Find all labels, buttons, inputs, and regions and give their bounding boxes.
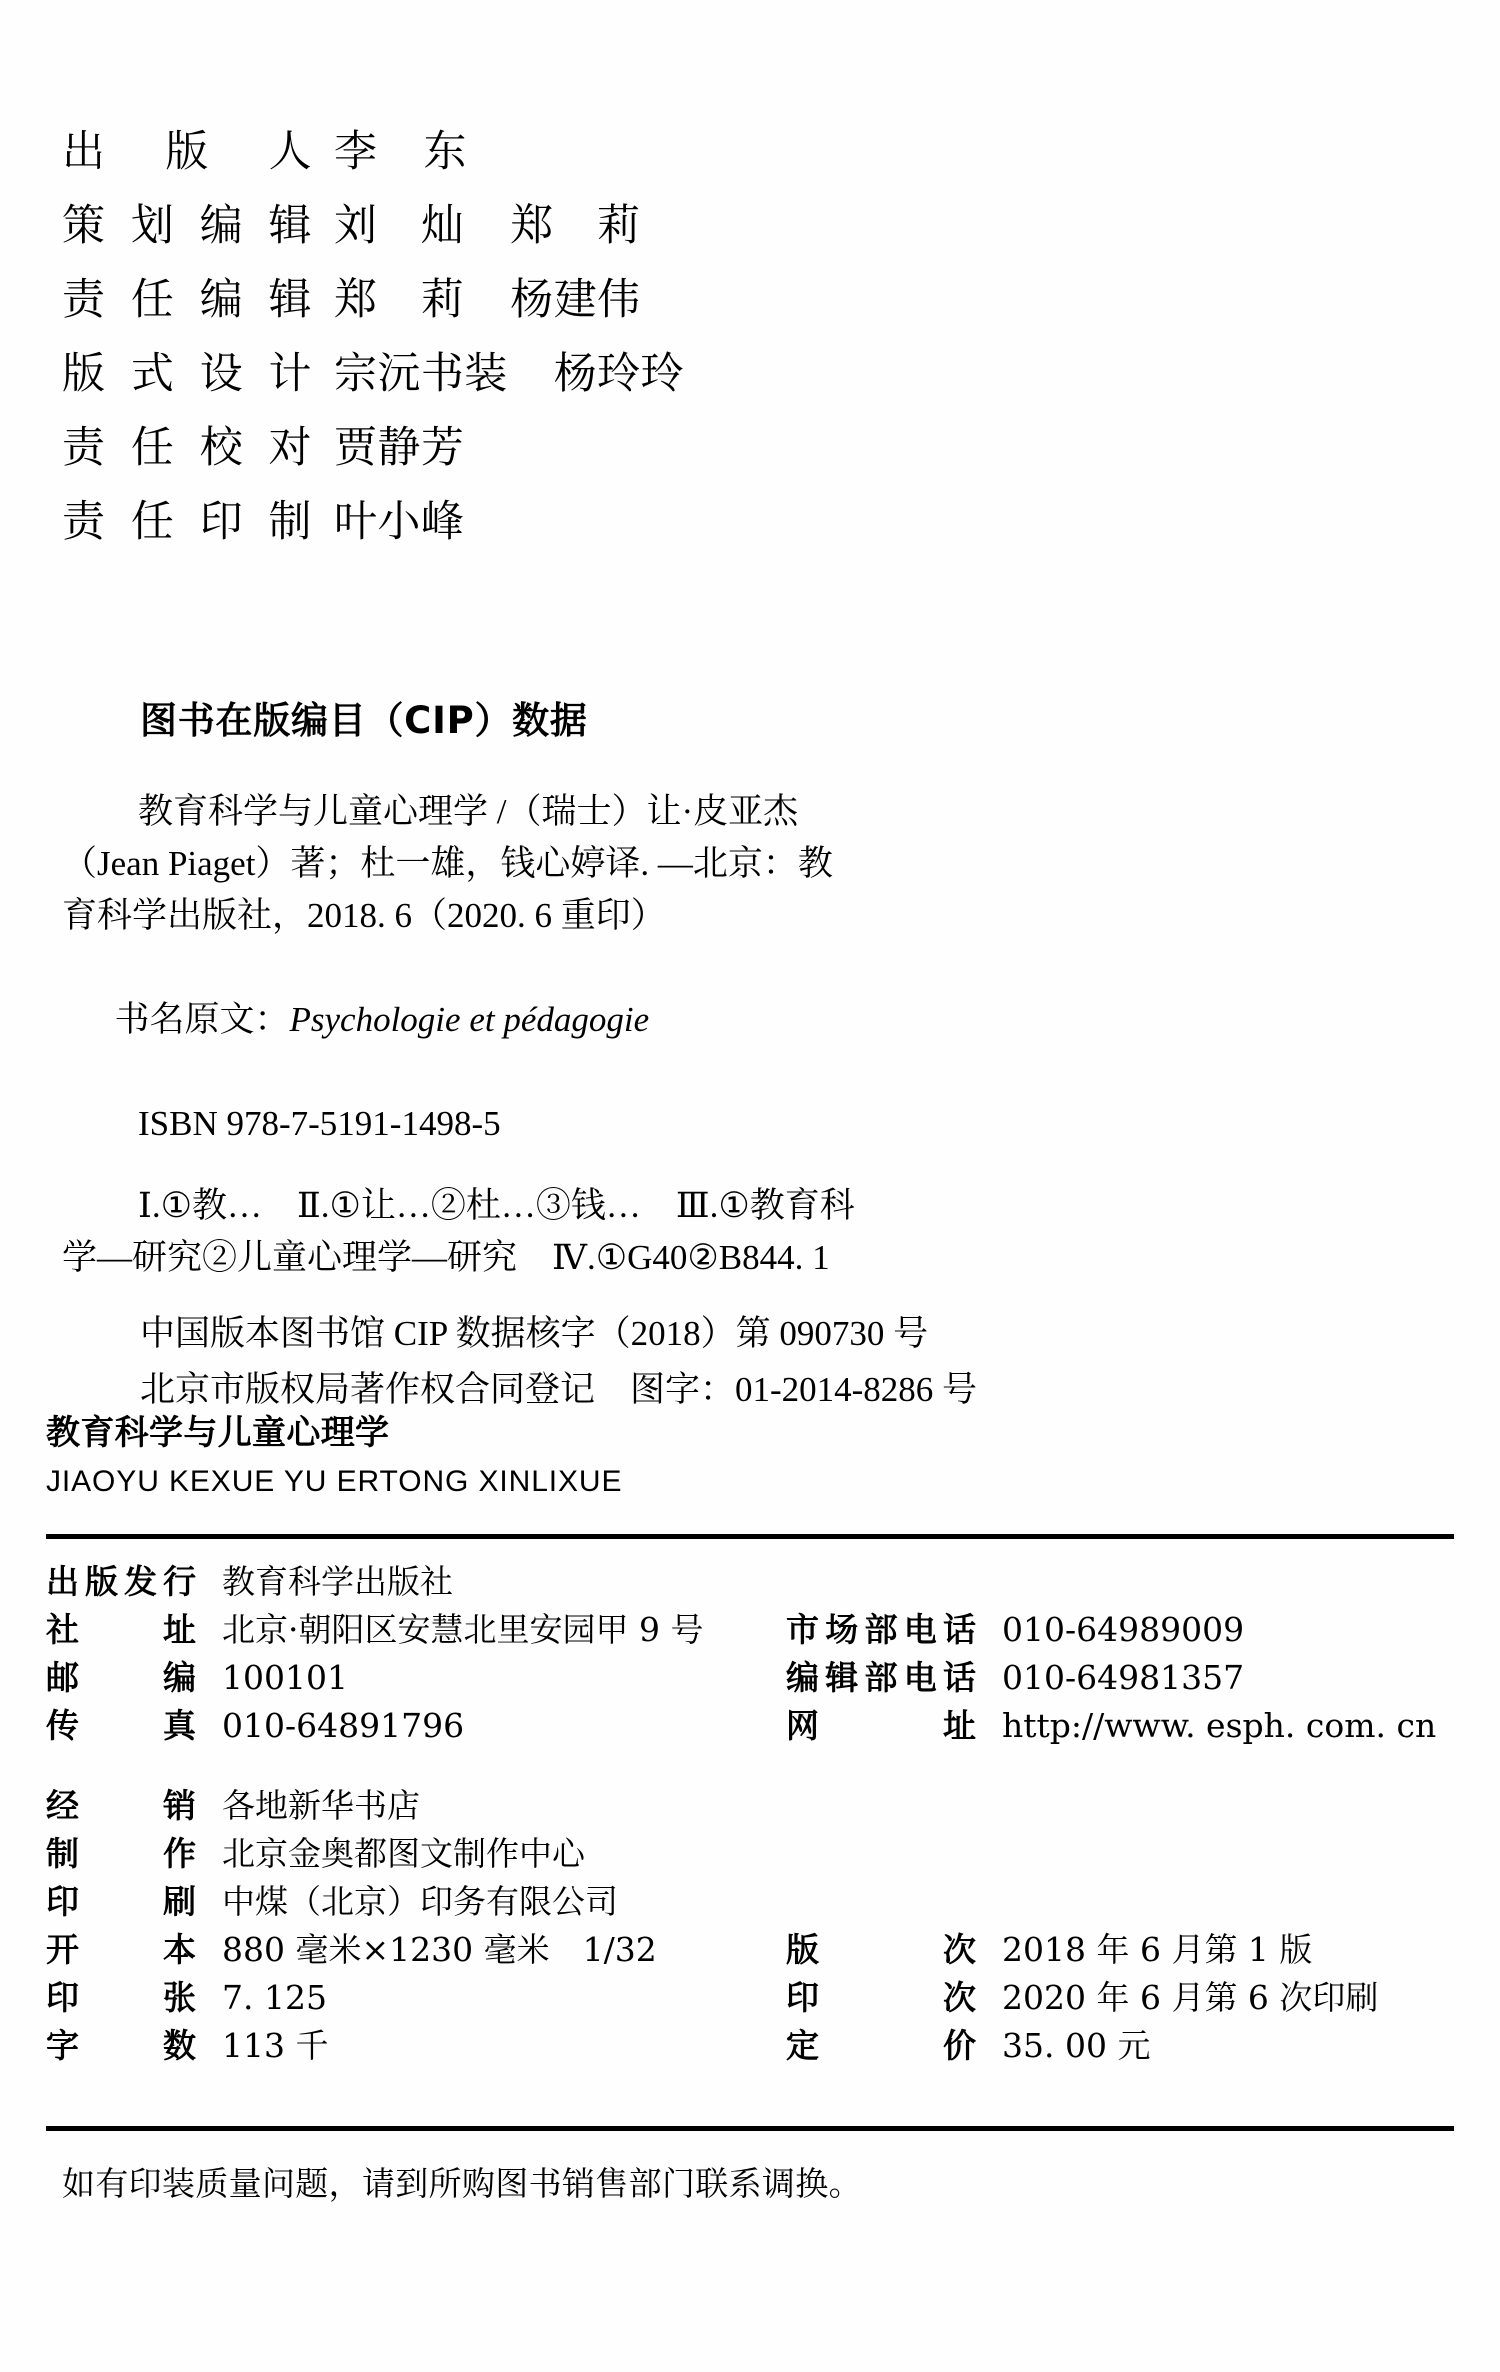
staff-role-label xyxy=(62,488,312,549)
imprint-label xyxy=(46,1652,196,1699)
staff-names xyxy=(334,266,641,327)
imprint-row xyxy=(46,1876,1466,1924)
imprint-label xyxy=(786,1924,976,1971)
label-char: 定 xyxy=(786,2026,819,2065)
role-char: 策 xyxy=(62,201,106,251)
role-char: 人 xyxy=(268,127,312,177)
staff-name: 杨建伟 xyxy=(510,275,641,325)
role-char: 版 xyxy=(62,349,106,399)
imprint-cell xyxy=(46,1652,786,1699)
imprint-row xyxy=(46,1780,1466,1828)
role-char: 任 xyxy=(130,497,175,547)
imprint-cell xyxy=(46,1556,786,1603)
staff-row xyxy=(62,118,962,192)
role-char: 对 xyxy=(268,423,312,473)
label-char: 真 xyxy=(163,1706,196,1745)
label-char: 发 xyxy=(124,1562,157,1601)
label-char: 印 xyxy=(46,1882,79,1921)
label-char: 电 xyxy=(903,1658,937,1697)
imprint-cell xyxy=(786,1652,1466,1699)
cip-block xyxy=(62,690,1062,1418)
imprint-cell xyxy=(786,1700,1466,1747)
imprint-label xyxy=(46,1972,196,2019)
role-char: 制 xyxy=(268,497,312,547)
label-char: 本 xyxy=(163,1930,196,1969)
imprint-value: 北京·朝阳区安慧北里安园甲 9 号 xyxy=(222,1610,704,1649)
imprint-row xyxy=(46,1924,1466,1972)
staff-names xyxy=(334,192,641,253)
book-title: 教育科学与儿童心理学 xyxy=(46,1413,390,1453)
label-char: 销 xyxy=(163,1786,196,1825)
imprint-cell xyxy=(786,2020,1466,2067)
label-char: 市 xyxy=(786,1610,819,1649)
imprint-cell xyxy=(46,1924,786,1971)
role-char: 设 xyxy=(199,349,244,399)
colophon-title-block xyxy=(46,1412,1466,1504)
staff-name: 东 xyxy=(423,127,467,177)
role-char: 版 xyxy=(165,127,209,177)
imprint-value: 各地新华书店 xyxy=(222,1786,420,1825)
staff-name: 郑 莉 xyxy=(510,201,641,251)
imprint-value: 010-64989009 xyxy=(1002,1610,1245,1649)
imprint-value: 35. 00 元 xyxy=(1002,2026,1151,2065)
label-char: 印 xyxy=(786,1978,819,2017)
imprint-value: 880 毫米×1230 毫米 1/32 xyxy=(222,1930,657,1969)
original-title-label: 书名原文： xyxy=(114,1000,290,1039)
imprint-table xyxy=(46,1556,1466,2068)
imprint-label xyxy=(46,1924,196,1971)
role-char: 编 xyxy=(199,275,244,325)
label-char: 次 xyxy=(943,1930,976,1969)
imprint-label xyxy=(786,1652,976,1699)
label-char: 制 xyxy=(46,1834,79,1873)
label-char: 网 xyxy=(786,1706,819,1745)
label-char: 址 xyxy=(943,1706,976,1745)
cip-classification-line-1: Ⅰ.①教… Ⅱ.①让…②杜…③钱… Ⅲ.①教育科 xyxy=(138,1186,855,1225)
label-char: 话 xyxy=(943,1658,976,1697)
staff-name: 宗沅书装 xyxy=(334,349,508,399)
label-char: 次 xyxy=(943,1978,976,2017)
label-char: 邮 xyxy=(46,1658,79,1697)
imprint-value: 2018 年 6 月第 1 版 xyxy=(1002,1930,1313,1969)
imprint-cell xyxy=(46,1972,786,2019)
staff-row xyxy=(62,192,962,266)
role-char: 责 xyxy=(62,275,106,325)
staff-row xyxy=(62,340,962,414)
staff-name: 郑 莉 xyxy=(334,275,465,325)
label-char: 编 xyxy=(163,1658,196,1697)
imprint-cell xyxy=(46,2020,786,2067)
label-char: 出 xyxy=(46,1562,79,1601)
divider-rule-top xyxy=(46,1534,1454,1539)
role-char: 责 xyxy=(62,423,106,473)
imprint-value: 113 千 xyxy=(222,2026,329,2065)
imprint-cell xyxy=(46,1604,786,1651)
cip-author-line: （Jean Piaget）著；杜一雄，钱心婷译. —北京：教 xyxy=(62,844,833,883)
cip-isbn: ISBN 978-7-5191-1498-5 xyxy=(138,1104,501,1143)
label-char: 社 xyxy=(46,1610,79,1649)
staff-role-label xyxy=(62,266,312,327)
imprint-row xyxy=(46,1652,1466,1700)
role-char: 辑 xyxy=(268,275,312,325)
imprint-label xyxy=(46,1556,196,1603)
imprint-label xyxy=(786,1700,976,1747)
staff-row xyxy=(62,266,962,340)
imprint-cell xyxy=(46,1780,786,1827)
imprint-row xyxy=(46,2020,1466,2068)
cip-publisher-line: 育科学出版社，2018. 6（2020. 6 重印） xyxy=(62,896,666,935)
cip-heading: 图书在版编目（CIP）数据 xyxy=(140,699,588,742)
cip-title-line: 教育科学与儿童心理学 /（瑞士）让·皮亚杰 xyxy=(138,792,799,831)
label-char: 址 xyxy=(163,1610,196,1649)
book-title-pinyin: JIAOYU KEXUE YU ERTONG XINLIXUE xyxy=(46,1465,623,1498)
label-char: 刷 xyxy=(163,1882,196,1921)
imprint-row xyxy=(46,1972,1466,2020)
spacer xyxy=(62,1284,1062,1306)
role-char: 计 xyxy=(268,349,312,399)
label-char: 话 xyxy=(943,1610,976,1649)
imprint-value: http://www. esph. com. cn xyxy=(1002,1706,1437,1745)
quality-notice: 如有印装质量问题，请到所购图书销售部门联系调换。 xyxy=(62,2164,862,2203)
spacer xyxy=(46,1748,1466,1780)
imprint-value: 中煤（北京）印务有限公司 xyxy=(222,1882,618,1921)
role-char: 编 xyxy=(199,201,244,251)
staff-name: 杨玲玲 xyxy=(553,349,685,399)
label-char: 字 xyxy=(46,2026,79,2065)
imprint-value: 2020 年 6 月第 6 次印刷 xyxy=(1002,1978,1379,2017)
role-char: 出 xyxy=(62,127,106,177)
copyright-registration: 北京市版权局著作权合同登记 图字：01-2014-8286 号 xyxy=(140,1370,978,1409)
label-char: 部 xyxy=(864,1610,898,1649)
label-char: 电 xyxy=(903,1610,937,1649)
imprint-cell xyxy=(46,1700,786,1747)
label-char: 作 xyxy=(163,1834,196,1873)
imprint-label xyxy=(46,1876,196,1923)
role-char: 任 xyxy=(130,275,175,325)
staff-names xyxy=(334,488,464,549)
label-char: 行 xyxy=(163,1562,196,1601)
imprint-label xyxy=(786,1604,976,1651)
imprint-value: 教育科学出版社 xyxy=(222,1562,453,1601)
label-char: 编 xyxy=(786,1658,819,1697)
cip-original-title-line xyxy=(62,942,1062,1098)
label-char: 版 xyxy=(786,1930,819,1969)
imprint-label xyxy=(46,2020,196,2067)
label-char: 场 xyxy=(825,1610,859,1649)
label-char: 开 xyxy=(46,1930,79,1969)
imprint-label xyxy=(46,1780,196,1827)
role-char: 辑 xyxy=(268,201,312,251)
label-char: 张 xyxy=(163,1978,196,2017)
cip-classification-line-2: 学—研究②儿童心理学—研究 Ⅳ.①G40②B844. 1 xyxy=(62,1238,830,1277)
label-char: 版 xyxy=(85,1562,118,1601)
role-char: 责 xyxy=(62,497,106,547)
staff-role-label xyxy=(62,118,312,179)
imprint-value: 7. 125 xyxy=(222,1978,327,2017)
imprint-cell xyxy=(786,1604,1466,1651)
label-char: 部 xyxy=(864,1658,898,1697)
imprint-value: 010-64981357 xyxy=(1002,1658,1245,1697)
imprint-label xyxy=(46,1700,196,1747)
imprint-row xyxy=(46,1700,1466,1748)
imprint-label xyxy=(786,2020,976,2067)
staff-names xyxy=(334,414,464,475)
staff-name: 李 xyxy=(334,127,378,177)
imprint-value: 100101 xyxy=(222,1658,348,1697)
role-char: 划 xyxy=(130,201,175,251)
label-char: 印 xyxy=(46,1978,79,2017)
divider-rule-bottom xyxy=(46,2126,1454,2131)
imprint-value: 010-64891796 xyxy=(222,1706,465,1745)
imprint-row xyxy=(46,1604,1466,1652)
imprint-label xyxy=(46,1828,196,1875)
imprint-row xyxy=(46,1556,1466,1604)
original-title-value: Psychologie et pédagogie xyxy=(289,1000,650,1039)
role-char: 校 xyxy=(199,423,244,473)
role-char: 任 xyxy=(130,423,175,473)
label-char: 数 xyxy=(163,2026,196,2065)
staff-names xyxy=(334,340,684,401)
label-char: 经 xyxy=(46,1786,79,1825)
imprint-row xyxy=(46,1828,1466,1876)
imprint-label xyxy=(786,1972,976,2019)
label-char: 传 xyxy=(46,1706,79,1745)
staff-names xyxy=(334,118,467,179)
staff-role-label xyxy=(62,192,312,253)
imprint-label xyxy=(46,1604,196,1651)
imprint-value: 北京金奥都图文制作中心 xyxy=(222,1834,585,1873)
staff-role-label xyxy=(62,414,312,475)
staff-name: 刘 灿 xyxy=(334,201,465,251)
staff-credits-block xyxy=(62,118,962,562)
spacer xyxy=(62,1150,1062,1180)
cip-number: 中国版本图书馆 CIP 数据核字（2018）第 090730 号 xyxy=(140,1314,929,1353)
imprint-cell xyxy=(786,1924,1466,1971)
staff-name: 贾静芳 xyxy=(334,423,465,473)
imprint-cell xyxy=(786,1972,1466,2019)
role-char: 印 xyxy=(199,497,244,547)
role-char: 式 xyxy=(130,349,175,399)
staff-row xyxy=(62,488,962,562)
label-char: 辑 xyxy=(825,1658,859,1697)
staff-role-label xyxy=(62,340,312,401)
imprint-cell xyxy=(46,1876,786,1923)
staff-name: 叶小峰 xyxy=(334,497,465,547)
staff-row xyxy=(62,414,962,488)
imprint-cell xyxy=(46,1828,786,1875)
label-char: 价 xyxy=(943,2026,976,2065)
